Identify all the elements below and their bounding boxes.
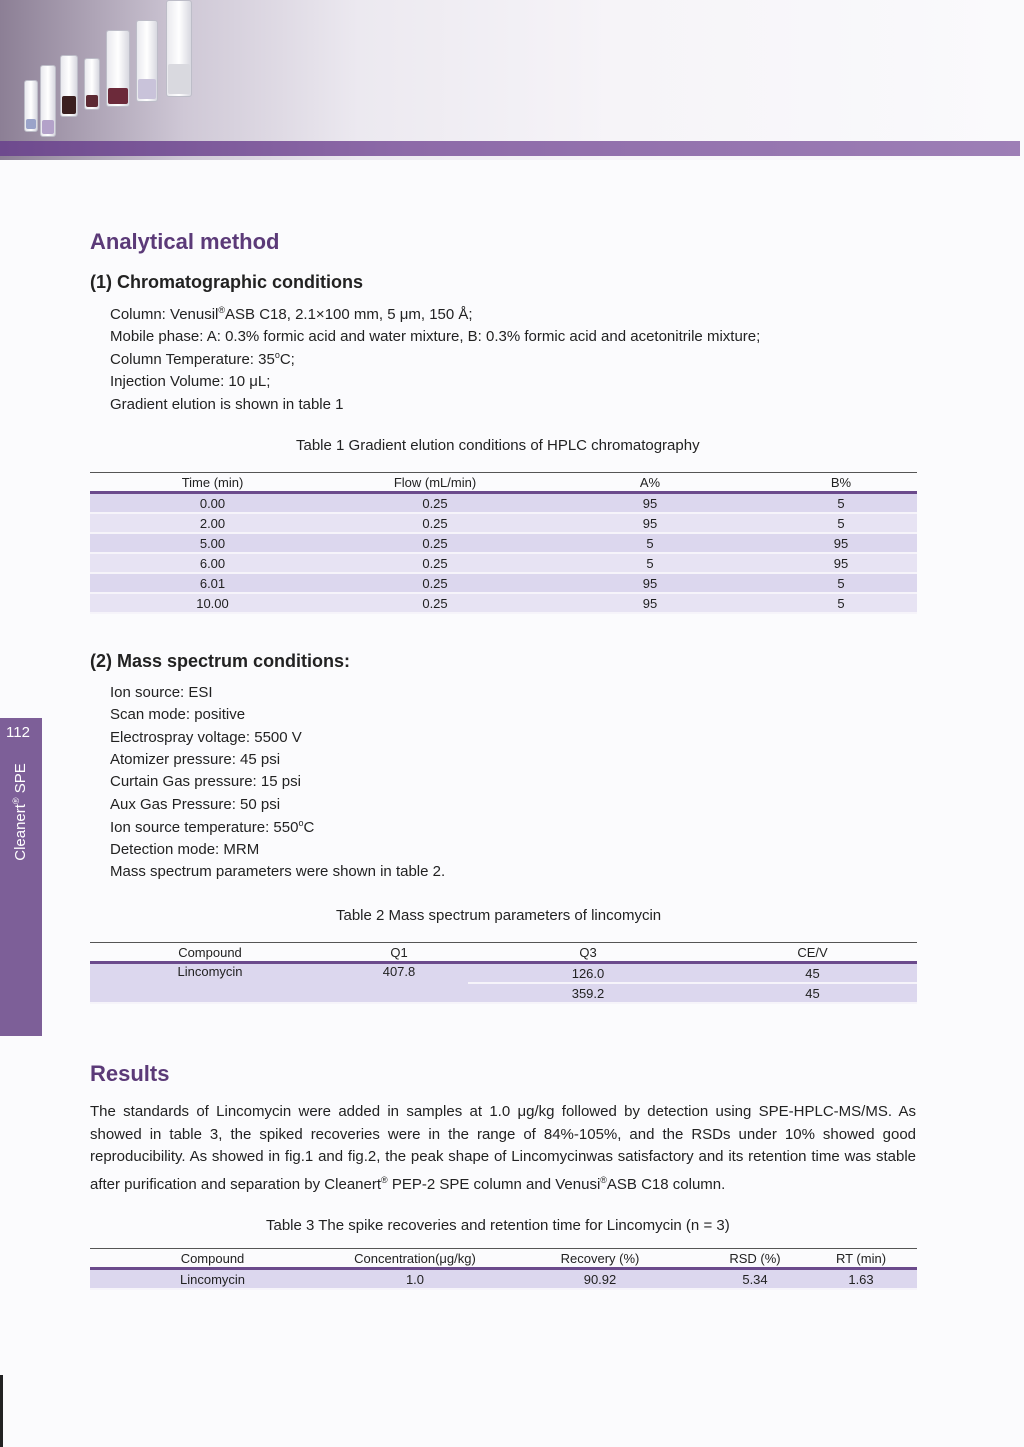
table-cell: 5 <box>765 493 917 514</box>
ms-line: Electrospray voltage: 5500 V <box>110 729 302 746</box>
table-cell: Lincomycin <box>90 1269 335 1290</box>
ms-subheading: (2) Mass spectrum conditions: <box>90 651 351 671</box>
table-cell: 6.01 <box>90 573 335 593</box>
table-cell: 5 <box>765 513 917 533</box>
ms-line: Aux Gas Pressure: 50 psi <box>110 796 281 813</box>
table-cell: 1.63 <box>805 1269 917 1290</box>
column-line: Column: Venusil®ASB C18, 2.1×100 mm, 5 μm, 150 Å; <box>110 305 473 323</box>
header-banner <box>0 0 1024 160</box>
table-row <box>90 493 917 514</box>
table-cell: 5 <box>765 573 917 593</box>
table2-header: Q3 <box>468 943 708 963</box>
table-row <box>90 533 917 553</box>
table-cell: 6.00 <box>90 553 335 573</box>
table3-caption: Table 3 The spike recoveries and retention time for Lincomycin (n = 3) <box>266 1217 730 1234</box>
table-cell: 0.25 <box>335 593 535 613</box>
table-cell: 0.25 <box>335 573 535 593</box>
ms-line: Scan mode: positive <box>110 706 246 723</box>
header-band <box>0 141 1020 156</box>
spe-tube-image <box>84 58 100 110</box>
table3-header-row <box>90 1249 917 1269</box>
injection-volume-line: Injection Volume: 10 μL; <box>110 373 271 390</box>
gradient-line: Gradient elution is shown in table 1 <box>110 396 344 413</box>
table-cell: 0.25 <box>335 533 535 553</box>
table-row <box>90 573 917 593</box>
chrom-subheading: (1) Chromatographic conditions <box>90 272 364 292</box>
table-row <box>90 513 917 533</box>
table-cell: 0.25 <box>335 513 535 533</box>
table-row <box>90 963 917 984</box>
table-cell: 5 <box>535 533 765 553</box>
column-temp-line: Column Temperature: 35$^o$C; <box>110 350 295 368</box>
spe-tube-image <box>24 80 38 132</box>
table-cell: 5 <box>535 553 765 573</box>
table-cell: 45 <box>708 963 917 984</box>
spe-tube-image <box>106 30 130 107</box>
table-cell: 126.0 <box>468 963 708 984</box>
table3-header: RSD (%) <box>705 1249 805 1269</box>
table-row <box>90 593 917 613</box>
ms-line: Ion source: ESI <box>110 684 213 701</box>
table-cell: 0.25 <box>335 493 535 514</box>
table-row <box>90 1269 917 1290</box>
table2-header: Compound <box>90 943 330 963</box>
table1 <box>90 472 917 614</box>
table-cell: 0.25 <box>335 553 535 573</box>
table1-header: B% <box>765 473 917 493</box>
table2 <box>90 942 917 1004</box>
table-cell: 90.92 <box>495 1269 705 1290</box>
table-cell: 359.2 <box>468 983 708 1003</box>
table-cell: Lincomycin <box>90 963 330 1004</box>
table-cell: 95 <box>535 573 765 593</box>
table3 <box>90 1248 917 1290</box>
table-cell: 5 <box>765 593 917 613</box>
table-cell: 10.00 <box>90 593 335 613</box>
spe-tube-image <box>136 20 158 102</box>
table-cell: 95 <box>765 533 917 553</box>
page-number: 112 <box>6 724 30 741</box>
table-cell: 95 <box>535 493 765 514</box>
table3-header: Concentration(μg/kg) <box>335 1249 495 1269</box>
ms-line: Mass spectrum parameters were shown in table 2. <box>110 863 446 880</box>
side-brand-label: Cleanert® SPE <box>11 763 29 861</box>
ms-line: Ion source temperature: 550$^o$C <box>110 818 315 836</box>
mobile-phase-line: Mobile phase: A: 0.3% formic acid and water mixture, B: 0.3% formic acid and acetonitrile mixture; <box>110 328 761 345</box>
results-paragraph: The standards of Lincomycin were added in samples at 1.0 μg/kg followed by detection using SPE-HPLC-MS/MS. As showed in table 3, the spiked recoveries were in the range of 84%-105%, and the RSDs under 10% showed good reproducibility. As showed in fig.1 and fig.2, the peak shape of Lincomycinwas satisfactory and its retention time was stable after purification and separation by Cleanert® PEP-2 SPE column and Venusi®ASB C18 column. <box>90 1103 916 1193</box>
table2-caption: Table 2 Mass spectrum parameters of lincomycin <box>336 907 662 924</box>
table2-header-row <box>90 943 917 963</box>
ms-line: Detection mode: MRM <box>110 841 260 858</box>
section-heading: Analytical method <box>90 229 280 254</box>
ms-line: Curtain Gas pressure: 15 psi <box>110 773 301 790</box>
spe-tube-image <box>40 65 56 137</box>
table3-header: Recovery (%) <box>495 1249 705 1269</box>
ms-line: Atomizer pressure: 45 psi <box>110 751 281 768</box>
table3-header: RT (min) <box>805 1249 917 1269</box>
table-cell: 95 <box>765 553 917 573</box>
table-cell: 2.00 <box>90 513 335 533</box>
table1-header: Flow (mL/min) <box>335 473 535 493</box>
table-cell: 0.00 <box>90 493 335 514</box>
left-edge-mark <box>0 1375 3 1447</box>
spe-tube-image <box>166 0 192 97</box>
table3-header: Compound <box>90 1249 335 1269</box>
table1-caption: Table 1 Gradient elution conditions of HPLC chromatography <box>296 437 700 454</box>
table-cell: 95 <box>535 513 765 533</box>
table1-header: Time (min) <box>90 473 335 493</box>
table-cell: 407.8 <box>330 963 468 1004</box>
table1-header-row <box>90 473 917 493</box>
table-cell: 5.00 <box>90 533 335 553</box>
table-cell: 5.34 <box>705 1269 805 1290</box>
table2-header: Q1 <box>330 943 468 963</box>
table-cell: 95 <box>535 593 765 613</box>
table-cell: 45 <box>708 983 917 1003</box>
table-cell: 1.0 <box>335 1269 495 1290</box>
table2-header: CE/V <box>708 943 917 963</box>
table1-header: A% <box>535 473 765 493</box>
results-heading: Results <box>90 1061 170 1086</box>
spe-tube-image <box>60 55 78 117</box>
table-row <box>90 553 917 573</box>
